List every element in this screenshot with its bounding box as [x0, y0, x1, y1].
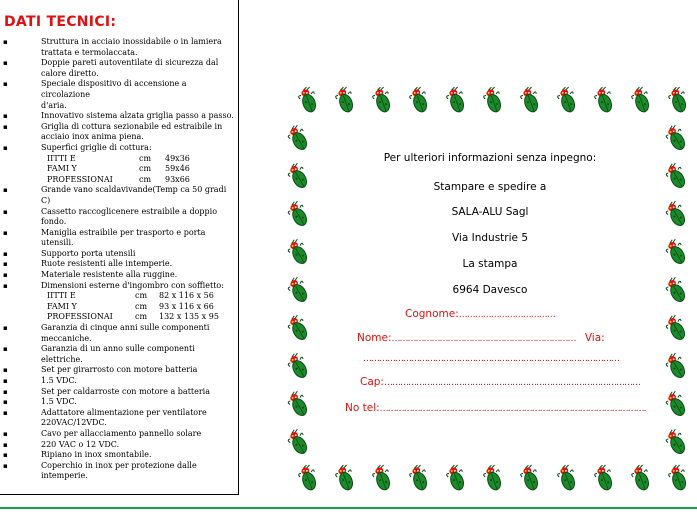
spec-item-text: fondo.: [41, 217, 67, 227]
cognome-dots: ………………………………: [458, 310, 555, 320]
spec-item: [3, 79, 237, 111]
cognome-label: Cognome:: [405, 308, 459, 320]
spec-item: [3, 397, 237, 408]
model-name: PROFESSIONAI: [47, 312, 113, 322]
spec-item: [3, 270, 237, 281]
spec-item-text: Set per girarrosto con motore batteria: [41, 365, 198, 375]
unit-label: cm: [139, 174, 152, 184]
spec-item-text: elettriche.: [41, 354, 83, 364]
info-request-card: [293, 80, 687, 500]
model-name: FAMI Y: [47, 164, 77, 174]
specs-list: [3, 37, 237, 482]
spec-item-text: Grande vano scaldavivande(Temp ca 50 gradi: [41, 185, 227, 195]
bullet-icon: ▪: [3, 408, 8, 417]
size-value: 93 x 116 x 66: [159, 301, 214, 311]
tel-dots: ……………………………………………………………………………………….: [379, 404, 646, 414]
size-row: [3, 175, 237, 186]
size-row: [3, 164, 237, 175]
bullet-icon: ▪: [3, 80, 8, 89]
spec-item-text: d'aria.: [41, 100, 67, 110]
bullet-icon: ▪: [3, 249, 8, 258]
spec-item: [3, 185, 237, 206]
tel-field[interactable]: [345, 402, 646, 414]
size-row: [3, 291, 237, 302]
bullet-icon: ▪: [3, 112, 8, 121]
cap-dots: ……………………………………………………………………………………: [383, 378, 640, 388]
spec-item-text: Griglia di cottura sezionabile ed estraibile in: [41, 121, 223, 131]
nome-label: Nome:: [357, 332, 392, 344]
spec-item: [3, 249, 237, 260]
spec-item: [3, 143, 237, 154]
technical-specs-panel: [0, 0, 239, 495]
spec-item: [3, 207, 237, 228]
cap-label: Cap:: [360, 376, 384, 388]
bullet-icon: ▪: [3, 143, 8, 152]
model-name: PROFESSIONAI: [47, 174, 113, 184]
spec-item-text: acciaio inox anima piena.: [41, 132, 144, 142]
spec-item: [3, 122, 237, 143]
bullet-icon: ▪: [3, 228, 8, 237]
spec-item: [3, 323, 237, 344]
spec-item-text: Innovativo sistema alzata griglia passo a passo.: [41, 111, 234, 121]
spec-item-text: calore diretto.: [41, 68, 99, 78]
street-address: Via Industrie 5: [451, 232, 528, 244]
nome-field[interactable]: [357, 332, 605, 344]
spec-item-text: Adattatore alimentazione per ventilatore: [41, 407, 207, 417]
via-label: Via:: [584, 332, 605, 344]
size-row: [3, 154, 237, 165]
spec-item: [3, 281, 237, 292]
spec-item: [3, 429, 237, 440]
bullet-icon: ▪: [3, 451, 8, 460]
spec-item: [3, 440, 237, 451]
bullet-icon: ▪: [3, 429, 8, 438]
spec-item: [3, 387, 237, 398]
spec-item-text: Doppie pareti autoventilate di sicurezza dal: [41, 58, 219, 68]
nome-dots: ……………………………………………………………: [391, 334, 576, 344]
model-name: IITTI E: [47, 291, 76, 301]
unit-label: cm: [135, 291, 148, 301]
spec-item: [3, 259, 237, 270]
spec-item-text: meccaniche.: [41, 333, 92, 343]
spec-item: [3, 111, 237, 122]
spec-item-text: Garanzia di un anno sulle componenti: [41, 344, 195, 354]
spec-item-text: Supporto porta utensili: [41, 248, 136, 258]
spec-item: [3, 58, 237, 79]
bullet-icon: ▪: [3, 281, 8, 290]
via-dots: ……………………………………………………………………………………: [363, 354, 619, 364]
spec-item-text: Struttura in acciaio inossidabile o in lamiera: [41, 37, 222, 46]
spec-item: [3, 408, 237, 429]
spec-item-text: Cassetto raccoglicenere estraibile a doppio: [41, 206, 218, 216]
bullet-icon: ▪: [3, 186, 8, 195]
via-dots-line[interactable]: [363, 352, 619, 364]
spec-item-text: 1.5 VDC.: [41, 376, 77, 385]
spec-item-text: 220 VAC o 12 VDC.: [41, 439, 120, 449]
spec-item: [3, 461, 237, 482]
size-value: 49x36: [165, 153, 190, 163]
spec-item: [3, 450, 237, 461]
bullet-icon: ▪: [3, 207, 8, 216]
size-value: 132 x 135 x 95: [159, 312, 219, 322]
spec-item-text: Garanzia di cinque anni sulle componenti: [41, 323, 210, 333]
spec-item-text: Coperchio in inox per protezione dalle: [41, 460, 197, 470]
bullet-icon: ▪: [3, 59, 8, 68]
spec-item-text: utensili.: [41, 238, 74, 248]
card-text: [293, 80, 687, 500]
bullet-icon: ▪: [3, 387, 8, 396]
spec-item-text: Set per caldarroste con motore a batteria: [41, 386, 211, 396]
spec-item-text: intemperie.: [41, 471, 88, 481]
print-send-line: Stampare e spedire a: [433, 181, 547, 193]
print-label: La stampa: [462, 258, 518, 270]
spec-item-text: Superfici griglie di cottura:: [41, 142, 152, 152]
spec-item: [3, 37, 237, 58]
spec-item-text: C): [41, 195, 51, 205]
bullet-icon: ▪: [3, 260, 8, 269]
spec-item-text: Ruote resistenti alle intemperie.: [41, 259, 173, 269]
unit-label: cm: [139, 153, 152, 163]
bullet-icon: ▪: [3, 461, 8, 470]
unit-label: cm: [139, 164, 152, 174]
bullet-icon: ▪: [3, 366, 8, 375]
bullet-icon: ▪: [3, 38, 8, 46]
bullet-icon: ▪: [3, 345, 8, 354]
bottom-divider: [0, 507, 697, 509]
city-line: 6964 Davesco: [452, 284, 528, 296]
size-value: 93x66: [165, 174, 190, 184]
spec-item: [3, 228, 237, 249]
model-name: FAMI Y: [47, 301, 77, 311]
spec-item-text: Ripiano in inox smontabile.: [41, 450, 152, 460]
bullet-icon: ▪: [3, 440, 8, 449]
spec-item-text: 220VAC/12VDC.: [41, 418, 107, 428]
spec-item-text: trattata e termolaccata.: [41, 47, 138, 57]
spec-item-text: Dimensioni esterne d'ingombro con soffietto:: [41, 280, 224, 290]
unit-label: cm: [135, 301, 148, 311]
spec-item-text: 1.5 VDC.: [41, 397, 77, 407]
unit-label: cm: [135, 312, 148, 322]
spec-item: [3, 376, 237, 387]
bullet-icon: ▪: [3, 271, 8, 280]
spec-item: [3, 365, 237, 376]
info-line: Per ulteriori informazioni senza inpegno:: [383, 152, 597, 164]
bullet-icon: ▪: [3, 398, 8, 407]
spec-item-text: Maniglia estraibile per trasporto e porta: [41, 227, 206, 237]
company-name: SALA-ALU Sagl: [451, 206, 529, 218]
cap-field[interactable]: [360, 376, 640, 388]
size-row: [3, 312, 237, 323]
bullet-icon: ▪: [3, 377, 8, 385]
model-name: IITTI E: [47, 153, 76, 163]
spec-item: [3, 344, 237, 365]
size-row: [3, 302, 237, 313]
specs-title: DATI TECNICI:: [4, 14, 117, 30]
size-value: 82 x 116 x 56: [159, 291, 214, 301]
size-value: 59x46: [165, 164, 190, 174]
bullet-icon: ▪: [3, 324, 8, 333]
spec-item-text: Speciale dispositivo di accensione a circolazione: [41, 79, 187, 99]
tel-label: No tel:: [345, 402, 380, 414]
spec-item-text: Cavo per allacciamento pannello solare: [41, 428, 202, 438]
spec-item-text: Materiale resistente alla ruggine.: [41, 270, 178, 280]
cognome-field[interactable]: [405, 308, 555, 320]
bullet-icon: ▪: [3, 122, 8, 131]
